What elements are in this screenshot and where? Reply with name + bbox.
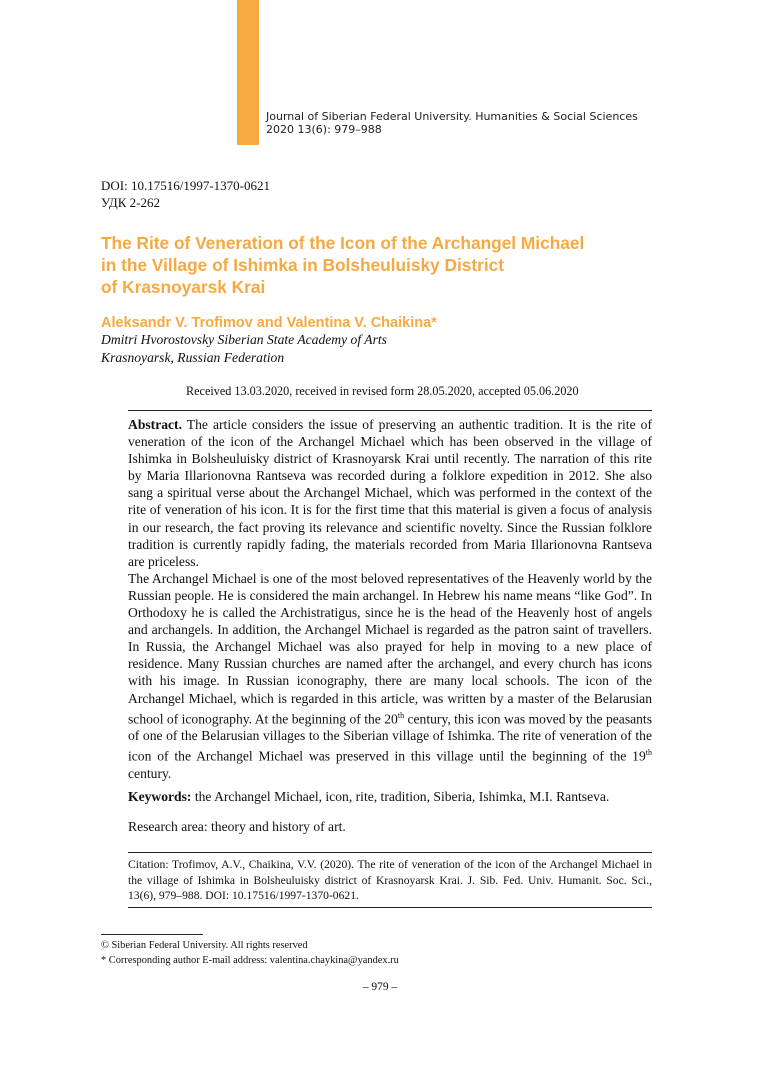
citation-bottom-rule [128, 907, 652, 908]
doi: DOI: 10.17516/1997-1370-0621 [101, 178, 270, 193]
abstract-text: The article considers the issue of preserving an authentic tradition. It is the rite of veneration of the icon of the Archangel Michael which has been observed in the village of Ishimka in Bolsheuluisky district of Krasnoyarsk Krai until recently. The narration of this rite by Maria Illarionovna Rantseva was recorded during a folklore expedition in 2012. She also sang a spiritual verse about the Archangel Michael, which was performed in the context of the rite of veneration of his icon. It is for the first time that this material is given a focus of analysis in our research, the fact proving its relevance and scientific novelty. Since the Russian folklore tradition is currently rapidly fading, the materials recorded from Maria Illarionovna Rantseva are priceless. [128, 417, 652, 569]
copyright-footnote: © Siberian Federal University. All rights reserved [101, 940, 308, 951]
title-line: in the Village of Ishimka in Bolsheuluisky District [101, 255, 505, 275]
received-dates: Received 13.03.2020, received in revised form 28.05.2020, accepted 05.06.2020 [186, 384, 579, 398]
keywords-label: Keywords: [128, 789, 192, 804]
article-title [101, 232, 661, 298]
journal-issue: 2020 13(6): 979–988 [266, 123, 382, 136]
title-line: The Rite of Veneration of the Icon of the Archangel Michael [101, 233, 585, 253]
keywords [128, 789, 652, 805]
footnote-rule [101, 934, 203, 935]
footnotes [101, 938, 399, 968]
article-meta [101, 177, 270, 211]
citation: Citation: Trofimov, A.V., Chaikina, V.V. (2020). The rite of veneration of the icon of the Archangel Michael in the village of Ishimka in Bolsheuluisky district of Krasnoyarsk Krai. J. Sib. Fed. Univ. Humanit. Soc. Sci., 13(6), 979–988. DOI: 10.17516/1997-1370-0621. [128, 858, 652, 903]
journal-name: Journal of Siberian Federal University. Humanities & Social Sciences [266, 110, 638, 123]
abstract-top-rule [128, 410, 652, 411]
abstract-label: Abstract. [128, 417, 182, 432]
citation-top-rule [128, 852, 652, 853]
journal-header [266, 110, 638, 136]
abstract-paragraph [128, 416, 652, 570]
page-number: – 979 – [362, 981, 398, 993]
corresponding-author-footnote: * Corresponding author E-mail address: valentina.chaykina@yandex.ru [101, 955, 399, 966]
udk: УДК 2-262 [101, 195, 161, 210]
affiliation [101, 331, 387, 367]
authors: Aleksandr V. Trofimov and Valentina V. Chaikina* [101, 315, 437, 331]
research-area: Research area: theory and history of art. [128, 819, 346, 834]
abstract-paragraph: The Archangel Michael is one of the most beloved representatives of the Heavenly world by the Russian people. He is considered the main archangel. In Hebrew his name means “like God”. In Orthodoxy he is called the Archistratigus, since he is the head of the Heavenly host of angels and archangels. In addition, the Archangel Michael is regarded as the patron saint of travellers. In Russia, the Archangel Michael was also prayed for help in moving to a new place of residence. Many Russian churches are named after the archangel, and every church has icons with his image. In Russian iconography, there are many local schools. The icon of the Archangel Michael, which is regarded in this article, was written by a master of the Belarusian school of iconography. At the beginning of the 20th century, this icon was moved by the peasants of one of the Belarusian villages to the Siberian village of Ishimka. The rite of veneration of the icon of the Archangel Michael was preserved in this village until the beginning of the 19th century. [128, 570, 653, 781]
journal-accent-bar [237, 0, 259, 145]
affiliation-line: Krasnoyarsk, Russian Federation [101, 350, 285, 365]
title-line: of Krasnoyarsk Krai [101, 277, 266, 297]
abstract [128, 416, 652, 782]
affiliation-line: Dmitri Hvorostovsky Siberian State Academy of Arts [101, 332, 387, 347]
keywords-text: the Archangel Michael, icon, rite, tradition, Siberia, Ishimka, M.I. Rantseva. [191, 789, 610, 804]
